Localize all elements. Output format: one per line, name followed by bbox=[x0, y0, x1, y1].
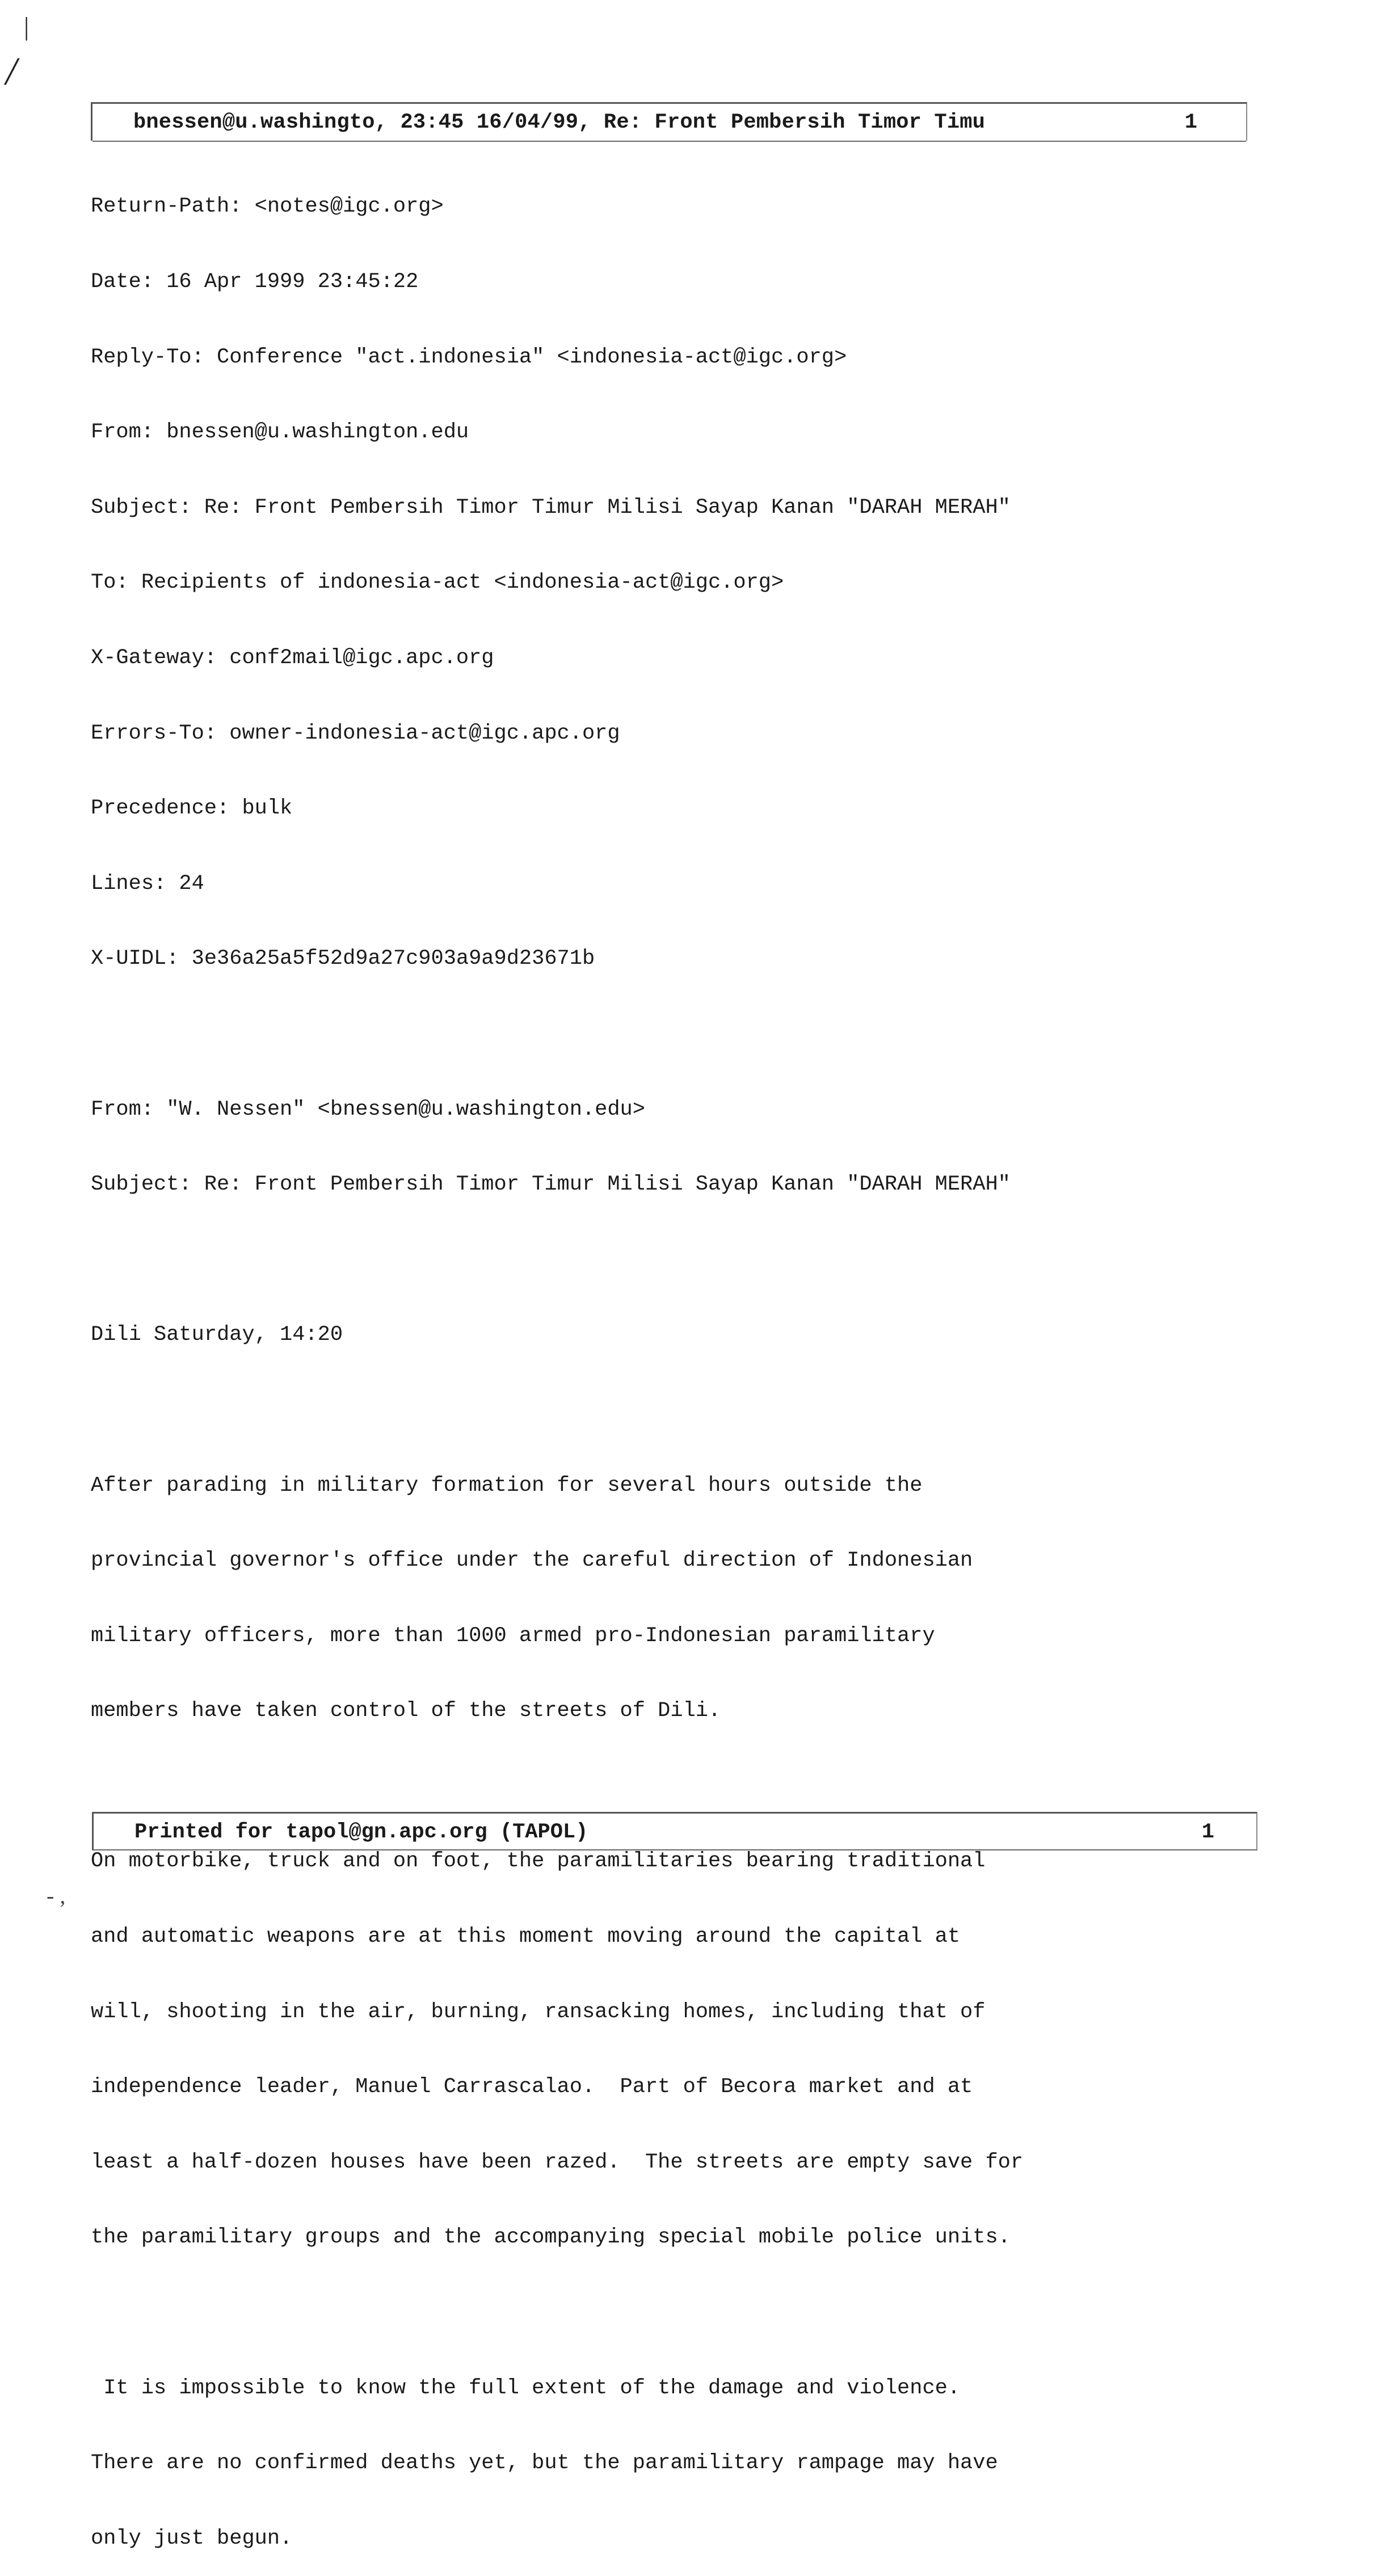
paragraph-3-line: There are no confirmed deaths yet, but the paramilitary rampage may have bbox=[91, 2451, 998, 2476]
blank-line bbox=[91, 1247, 1254, 1272]
paragraph-2-line: independence leader, Manuel Carrascalao. Part of Becora market and at bbox=[91, 2075, 973, 2099]
header-errors-to: Errors-To: owner-indonesia-act@igc.apc.org bbox=[91, 721, 620, 745]
margin-mark-vertical: | bbox=[24, 12, 30, 41]
paragraph-1-line: military officers, more than 1000 armed pro-Indonesian paramilitary bbox=[91, 1624, 935, 1648]
paragraph-2-line: least a half-dozen houses have been razed. The streets are empty save for bbox=[91, 2150, 1024, 2174]
paragraph-3-line: It is impossible to know the full extent of the damage and violence. bbox=[91, 2376, 961, 2400]
message-subject: Subject: Re: Front Pembersih Timor Timur Milisi Sayap Kanan "DARAH MERAH" bbox=[91, 1173, 1011, 1197]
header-x-uidl: X-UIDL: 3e36a25a5f52d9a27c903a9a9d23671b bbox=[91, 947, 595, 971]
header-from: From: bnessen@u.washington.edu bbox=[91, 420, 469, 445]
paragraph-1-line: members have taken control of the streets of Dili. bbox=[91, 1699, 721, 1723]
paragraph-2-line: the paramilitary groups and the accompanying special mobile police units. bbox=[91, 2225, 1011, 2250]
paragraph-2-line: On motorbike, truck and on foot, the paramilitaries bearing traditional bbox=[91, 1849, 986, 1874]
paragraph-2-line: will, shooting in the air, burning, ransacking homes, including that of bbox=[91, 2000, 986, 2024]
header-lines: Lines: 24 bbox=[91, 871, 204, 896]
paragraph-1-line: provincial governor's office under the careful direction of Indonesian bbox=[91, 1549, 973, 1573]
paragraph-2-line: and automatic weapons are at this moment moving around the capital at bbox=[91, 1925, 961, 1949]
message-from: From: "W. Nessen" <bnessen@u.washington.edu> bbox=[91, 1097, 645, 1122]
print-footer-page-number: 1 bbox=[1201, 1820, 1214, 1844]
header-x-gateway: X-Gateway: conf2mail@igc.apc.org bbox=[91, 646, 494, 670]
print-header-rule bbox=[92, 141, 1246, 142]
print-header-page-number: 1 bbox=[1184, 111, 1197, 134]
header-date: Date: 16 Apr 1999 23:45:22 bbox=[91, 270, 419, 294]
blank-line bbox=[91, 1022, 1254, 1047]
dateline: Dili Saturday, 14:20 bbox=[91, 1323, 343, 1347]
header-subject: Subject: Re: Front Pembersih Timor Timur Milisi Sayap Kanan "DARAH MERAH" bbox=[91, 495, 1011, 520]
email-message bbox=[91, 144, 1254, 2576]
paragraph-1-line: After parading in military formation for several hours outside the bbox=[91, 1473, 923, 1498]
header-to: To: Recipients of indonesia-act <indonesia-act@igc.org> bbox=[91, 571, 784, 595]
margin-mark-slash: / bbox=[6, 50, 17, 94]
print-footer bbox=[92, 1812, 1257, 1850]
blank-line bbox=[91, 1774, 1254, 1799]
blank-line bbox=[91, 1398, 1254, 1423]
margin-mark-bottom: - , bbox=[47, 1883, 66, 1908]
header-precedence: Precedence: bulk bbox=[91, 796, 293, 821]
print-header-title: bnessen@u.washingto, 23:45 16/04/99, Re: Front Pembersih Timor Timu bbox=[133, 111, 986, 134]
header-reply-to: Reply-To: Conference "act.indonesia" <indonesia-act@igc.org> bbox=[91, 345, 847, 369]
print-header bbox=[91, 102, 1247, 141]
print-footer-text: Printed for tapol@gn.apc.org (TAPOL) bbox=[134, 1820, 588, 1844]
paragraph-3-line: only just begun. bbox=[91, 2526, 293, 2550]
header-return-path: Return-Path: <notes@igc.org> bbox=[91, 195, 444, 219]
blank-line bbox=[91, 2300, 1254, 2325]
